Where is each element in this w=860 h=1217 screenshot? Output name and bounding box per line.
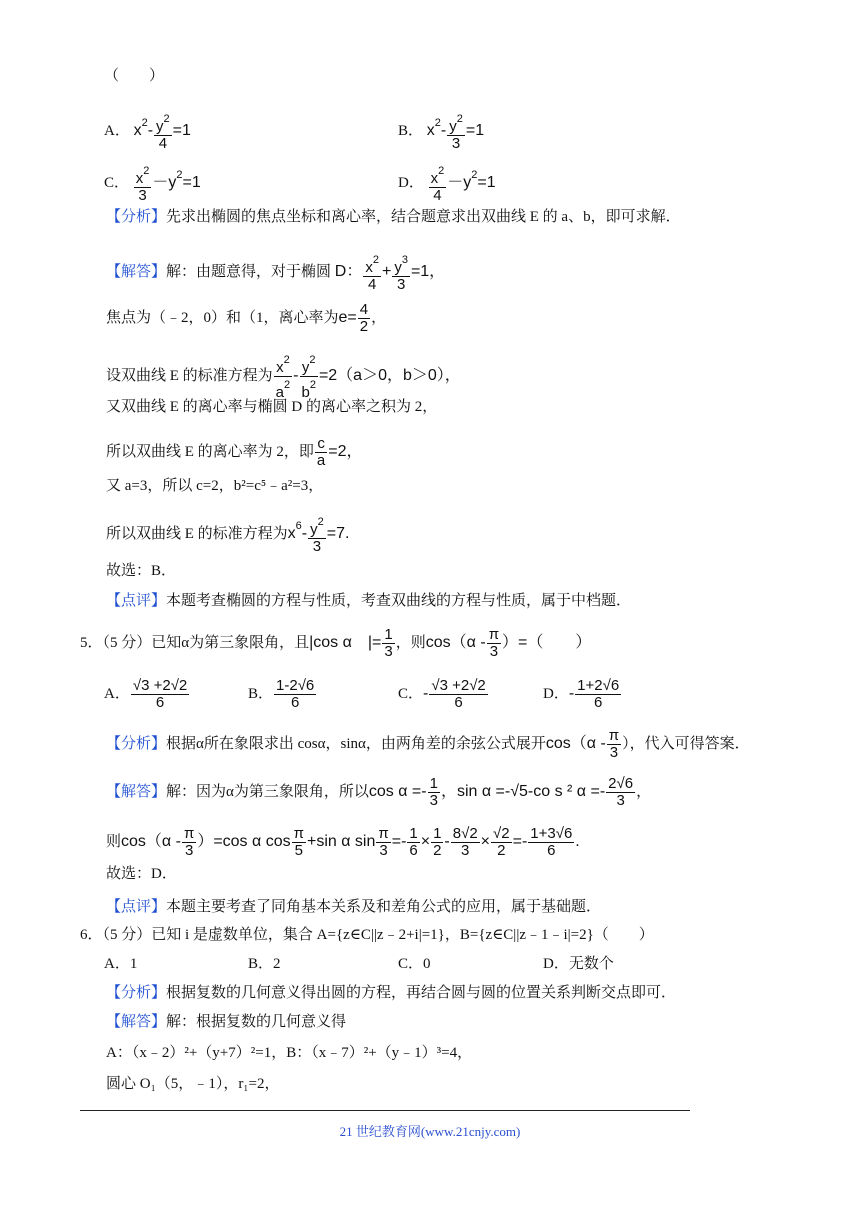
q4-eccentricity: 所以双曲线 E 的离心率为 2，即 $\frac{c}{a}$ =2，	[106, 435, 363, 469]
answer-tag: 【解答】	[106, 783, 167, 800]
q6-center: 圆心 O₁（5，﹣1），r₁=2，	[106, 1076, 280, 1092]
answer-tag: 【解答】	[106, 263, 167, 280]
q5-expansion: 则cos（α - $\frac{\pi}{3}$ ）=cos α cos $\frac{\pi}{5}$ +sin α sin $\frac{\pi}{3}$ =- $\frac{1}{6}$ × $\frac{1}{2}$ - $\frac{8√2}{3}$ × $\frac{√2}{2}$ =- $\frac{1+3√6}{6}$ .	[106, 825, 580, 859]
q4-option-d: D． $\frac{x^2}{4}$ $-y^2=1$	[398, 165, 496, 204]
q4-option-a: A． $x^2-$ $\frac{y^2}{4}$ =1	[104, 113, 191, 152]
q5-option-d: D．- $\frac{1+2√6}{6}$	[543, 677, 620, 711]
q6-option-d: D．无数个	[543, 956, 614, 972]
q5-option-a: A． $\frac{√3 +2√2}{6}$	[104, 677, 188, 711]
q4-answer-line: 【解答】解：由题意得，对于椭圆 D： $\frac{x^2}{4}$ + $\frac{y^3}{3}$ =1，	[106, 254, 446, 293]
q4-paren: （ ）	[104, 68, 165, 84]
q4-option-b: B． $x^2-$ $\frac{y^2}{3}$ =1	[398, 113, 485, 152]
q5-answer: 【解答】解：因为α为第三象限角，所以cos α =- $\frac{1}{3}$ ，sin α =-√5-co s ² α =- $\frac{2√6}{3}$ ，	[106, 775, 652, 809]
q4-choose: 故选：B．	[106, 563, 177, 579]
q5-analysis: 【分析】根据α所在象限求出 cosα，sinα，由两角差的余弦公式展开cos（α - $\frac{\pi}{3}$ ），代入可得答案．	[106, 727, 750, 761]
q4-analysis: 【分析】先求出椭圆的焦点坐标和离心率，结合题意求出双曲线 E 的 a、b，即可求解．	[106, 209, 681, 225]
q6-option-b: B．2	[248, 956, 281, 972]
q6-answer: 【解答】解：根据复数的几何意义得	[106, 1014, 347, 1030]
analysis-tag: 【分析】	[106, 985, 167, 1001]
q4-option-c: C． $\frac{x^2}{3}$ $-y^2=1$	[104, 165, 201, 204]
q5-option-b: B． $\frac{1-2√6}{6}$	[248, 677, 315, 711]
footer-divider	[80, 1110, 690, 1111]
q5-stem: 5．（5 分）已知α为第三象限角，且|cos α |= $\frac{1}{3}$ ，则cos（α - $\frac{\pi}{3}$ ）=（ ）	[80, 626, 592, 660]
q4-standard-form: 设双曲线 E 的标准方程为 $\frac{x^2}{a^2}$ - $\frac{y^2}{b^2}$ =2（a＞0，b＞0），	[106, 354, 461, 401]
q6-analysis: 【分析】根据复数的几何意义得出圆的方程，再结合圆与圆的位置关系判断交点即可．	[106, 985, 677, 1001]
q5-choose: 故选：D．	[106, 866, 177, 882]
q4-focus-line: 焦点为（﹣2，0）和（1，离心率为e= $\frac{4}{2}$ ，	[106, 301, 387, 335]
q4-comment: 【点评】本题考查椭圆的方程与性质，考查双曲线的方程与性质，属于中档题．	[106, 593, 632, 609]
comment-tag: 【点评】	[106, 899, 167, 915]
q5-comment: 【点评】本题主要考查了同角基本关系及和差角公式的应用，属于基础题．	[106, 899, 602, 915]
comment-tag: 【点评】	[106, 593, 167, 609]
q4-values: 又 a=3，所以 c=2，b²=c⁵﹣a²=3，	[106, 478, 324, 494]
analysis-tag: 【分析】	[106, 209, 167, 225]
answer-tag: 【解答】	[106, 1014, 167, 1030]
q4-equation: 所以双曲线 E 的标准方程为$x^6-$ $\frac{y^2}{3}$ =7.	[106, 516, 350, 555]
q6-circles: A：（x﹣2）²+（y+7）²=1，B：（x﹣7）²+（y﹣1）³=4，	[106, 1045, 473, 1061]
q6-option-a: A．1	[104, 956, 138, 972]
footer-source: 21 世纪教育网(www.21cnjy.com)	[339, 1124, 521, 1139]
q4-product-line: 又双曲线 E 的离心率与椭圆 D 的离心率之积为 2，	[106, 399, 438, 415]
q6-stem: 6．（5 分）已知 i 是虚数单位，集合 A={z∈C||z﹣2+i|=1}，B={z∈C||z﹣1﹣i|=2}（ ）	[80, 927, 654, 943]
q5-option-c: C．- $\frac{√3 +2√2}{6}$	[398, 677, 486, 711]
q6-option-c: C．0	[398, 956, 431, 972]
analysis-tag: 【分析】	[106, 735, 167, 752]
